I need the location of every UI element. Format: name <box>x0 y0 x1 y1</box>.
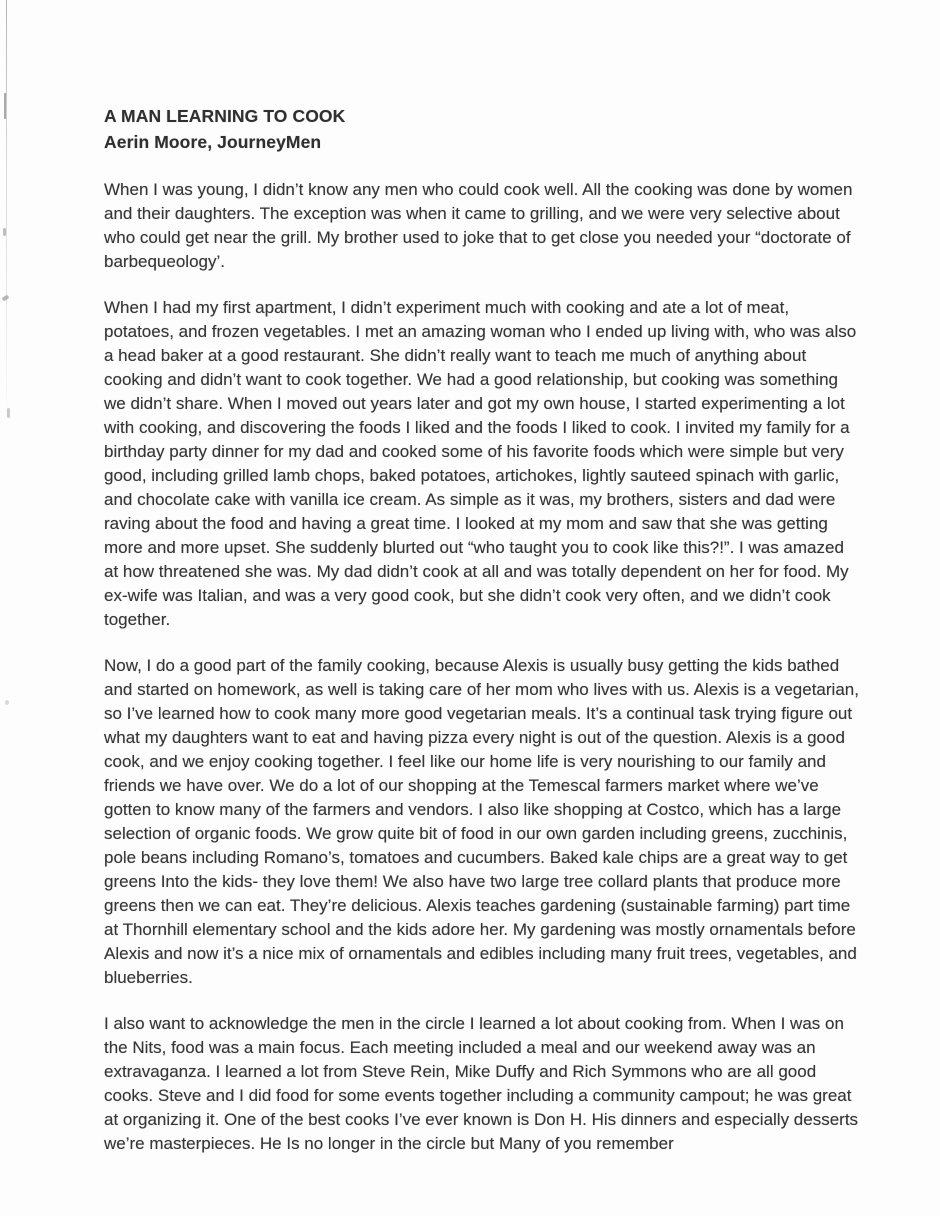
paragraph: When I was young, I didn’t know any men who could cook well. All the cooking was done by women and their daughters. The exception was when it came to grilling, and we were very selective about who could get near the grill. My brother used to joke that to get close you needed your “doctorate of barbequeology’. <box>104 180 853 271</box>
scan-edge-line-artifact <box>6 0 7 420</box>
document-author: Aerin Moore, JourneyMen <box>104 132 322 152</box>
document-content <box>104 103 862 1156</box>
document-title: A MAN LEARNING TO COOK <box>104 106 346 126</box>
scan-speck-artifact <box>3 228 6 236</box>
scan-speck-artifact <box>5 700 9 705</box>
document-header <box>104 103 862 155</box>
document-body <box>104 178 862 1156</box>
paragraph: Now, I do a good part of the family cooking, because Alexis is usually busy getting the kids bathed and started on homework, as well is taking care of her mom who lives with us. Alexis is a vegetarian, so I’ve learned how to cook many more good vegetarian meals. It’s a continual task trying figure out what my daughters want to eat and having pizza every night is out of the question. Alexis is a good cook, and we enjoy cooking together. I feel like our home life is very nourishing to our family and friends we have over. We do a lot of our shopping at the Temescal farmers market where we’ve gotten to know many of the farmers and vendors. I also like shopping at Costco, which has a large selection of organic foods. We grow quite bit of food in our own garden including greens, zucchinis, pole beans including Romano’s, tomatoes and cucumbers. Baked kale chips are a great way to get greens Into the kids- they love them! We also have two large tree collard plants that produce more greens then we can eat. They’re delicious. Alexis teaches gardening (sustainable farming) part time at Thornhill elementary school and the kids adore her. My gardening was mostly ornamentals before Alexis and now it’s a nice mix of ornamentals and edibles including many fruit trees, vegetables, and blueberries. <box>104 656 859 987</box>
scan-speck-artifact <box>7 408 10 418</box>
scan-speck-artifact <box>4 93 6 119</box>
paragraph: I also want to acknowledge the men in the circle I learned a lot about cooking from. When I was on the Nits, food was a main focus. Each meeting included a meal and our weekend away was an extravaganza. I learned a lot from Steve Rein, Mike Duffy and Rich Symmons who are all good cooks. Steve and I did food for some events together including a community campout; he was great at organizing it. One of the best cooks I’ve ever known is Don H. His dinners and especially desserts we’re masterpieces. He Is no longer in the circle but Many of you remember <box>104 1014 859 1153</box>
paragraph: When I had my first apartment, I didn’t experiment much with cooking and ate a lot of meat, potatoes, and frozen vegetables. I met an amazing woman who I ended up living with, who was also a head baker at a good restaurant. She didn’t really want to teach me much of anything about cooking and didn’t want to cook together. We had a good relationship, but cooking was something we didn’t share. When I moved out years later and got my own house, I started experimenting a lot with cooking, and discovering the foods I liked and the foods I liked to cook. I invited my family for a birthday party dinner for my dad and cooked some of his favorite foods which were simple but very good, including grilled lamb chops, baked potatoes, artichokes, lightly sauteed spinach with garlic, and chocolate cake with vanilla ice cream. As simple as it was, my brothers, sisters and dad were raving about the food and having a great time. I looked at my mom and saw that she was getting more and more upset. She suddenly blurted out “who taught you to cook like this?!”. I was amazed at how threatened she was. My dad didn’t cook at all and was totally dependent on her for food. My ex-wife was Italian, and was a very good cook, but she didn’t cook very often, and we didn’t cook together. <box>104 298 857 629</box>
